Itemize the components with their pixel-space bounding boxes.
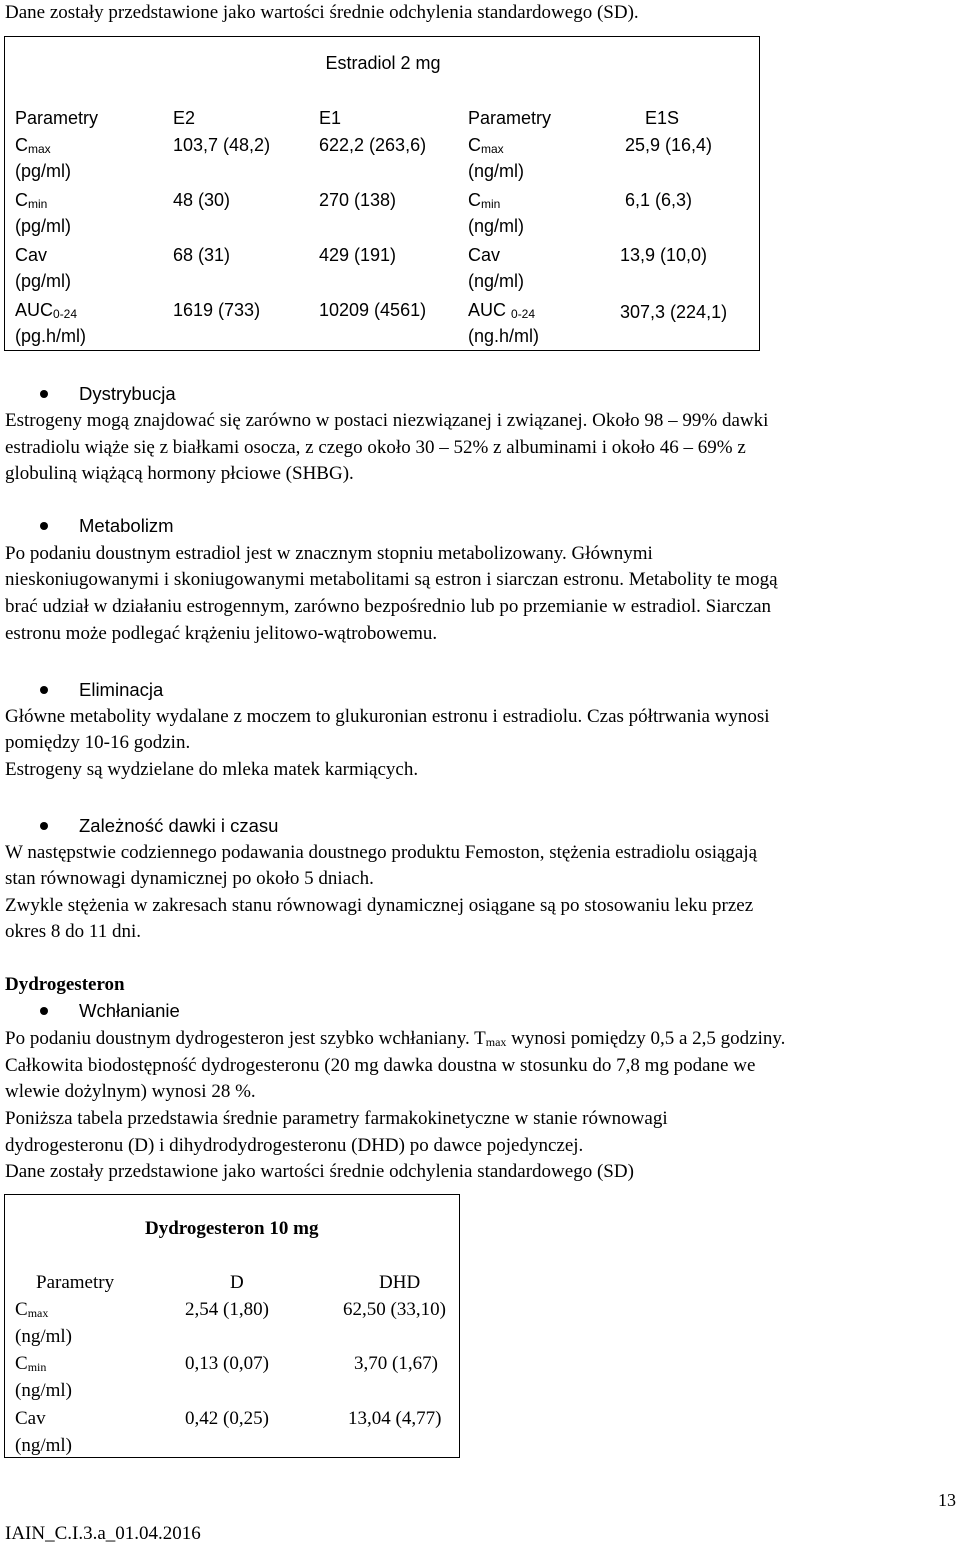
top-note: Dane zostały przedstawione jako wartości średnie odchylenia standardowego (SD). (5, 2, 639, 23)
e2-value: 1619 (733) (173, 300, 261, 320)
paragraph-line: Estrogeny są wydzielane do mleka matek karmiących. (5, 759, 419, 780)
param-unit: (pg/ml) (15, 216, 72, 236)
bullet-icon (40, 522, 48, 530)
param-unit: (ng/ml) (15, 1435, 72, 1456)
section-heading-eliminacja: Eliminacja (79, 679, 164, 700)
e1-value: 622,2 (263,6) (319, 135, 427, 155)
bullet-icon (40, 390, 48, 398)
param-unit: (pg/ml) (15, 271, 72, 291)
header-d: D (230, 1272, 244, 1293)
param2-unit: (ng.h/ml) (468, 326, 540, 346)
header-parametry: Parametry (36, 1272, 115, 1293)
estradiol-table-title: Estradiol 2 mg (325, 53, 441, 73)
section-title-dydrogesteron: Dydrogesteron (5, 974, 125, 995)
param-unit: (pg.h/ml) (15, 326, 87, 346)
paragraph-line: estradiolu wiąże się z białkami osocza, z czego około 30 – 52% z albuminami i około 46 – 69% z (5, 437, 746, 458)
e1s-value: 25,9 (16,4) (625, 135, 713, 155)
param2-label: Cav (468, 245, 501, 265)
e2-value: 68 (31) (173, 245, 231, 265)
table-row: $C_{min}$ (15, 1353, 47, 1374)
dhd-value: 62,50 (33,10) (343, 1299, 446, 1320)
document-id: IAIN_C.I.3.a_01.04.2016 (5, 1523, 201, 1544)
e2-value: 48 (30) (173, 190, 231, 210)
header-e1s: E1S (645, 108, 680, 128)
paragraph-line: Zwykle stężenia w zakresach stanu równowagi dynamicznej osiągane są po stosowaniu leku przez (5, 895, 754, 916)
paragraph-line: dydrogesteronu (D) i dihydrodydrogesteronu (DHD) po dawce pojedynczej. (5, 1135, 584, 1156)
paragraph-line: brać udział w działaniu estrogennym, zarówno bezpośrednio lub po przemianie w estradiol. Siarczan (5, 596, 772, 617)
e1s-value: 13,9 (10,0) (620, 245, 708, 265)
dhd-value: 13,04 (4,77) (348, 1408, 442, 1429)
e1-value: 10209 (4561) (319, 300, 427, 320)
table-row: Cav (15, 245, 48, 265)
e2-value: 103,7 (48,2) (173, 135, 271, 155)
dhd-value: 3,70 (1,67) (354, 1353, 438, 1374)
bullet-icon (40, 1007, 48, 1015)
paragraph-line: stan równowagi dynamicznej po około 5 dniach. (5, 868, 374, 889)
dydrogesteron-table-title: Dydrogesteron 10 mg (145, 1218, 319, 1239)
param-unit: (pg/ml) (15, 161, 72, 181)
param2-unit: (ng/ml) (468, 161, 525, 181)
estradiol-table (4, 36, 760, 351)
e1-value: 429 (191) (319, 245, 397, 265)
paragraph-line: nieskoniugowanymi i skoniugowanymi metabolitami są estron i siarczan estronu. Metabolity te mogą (5, 569, 778, 590)
table-row: $C_{max}$ (15, 1299, 49, 1320)
paragraph-line: okres 8 do 11 dni. (5, 921, 141, 942)
section-heading-zaleznosc: Zależność dawki i czasu (79, 815, 279, 836)
header-e1: E1 (319, 108, 342, 128)
paragraph-line: wlewie dożylnym) wynosi 28 %. (5, 1081, 256, 1102)
bullet-icon (40, 822, 48, 830)
header-e2: E2 (173, 108, 196, 128)
paragraph-line: Po podaniu doustnym estradiol jest w znacznym stopniu metabolizowany. Głównymi (5, 543, 653, 564)
paragraph-line: pomiędzy 10-16 godzin. (5, 732, 191, 753)
table-row: Cav (15, 1408, 46, 1429)
section-heading-metabolizm: Metabolizm (79, 515, 174, 536)
table-row: $C_{max}$ (15, 135, 51, 156)
header-parametry-1: Parametry (15, 108, 99, 128)
param2-unit: (ng/ml) (468, 271, 525, 291)
paragraph-line: Dane zostały przedstawione jako wartości średnie odchylenia standardowego (SD) (5, 1161, 634, 1182)
page-number: 13 (938, 1490, 956, 1510)
d-value: 0,42 (0,25) (185, 1408, 269, 1429)
paragraph-line: Całkowita biodostępność dydrogesteronu (20 mg dawka doustna w stosunku do 7,8 mg podane we (5, 1055, 756, 1076)
header-parametry-2: Parametry (468, 108, 552, 128)
d-value: 2,54 (1,80) (185, 1299, 269, 1320)
bullet-icon (40, 686, 48, 694)
table-row: $AUC_{0-24}$ (15, 300, 78, 321)
section-heading-wchlanianie: Wchłanianie (79, 1000, 180, 1021)
table-row: $C_{min}$ (15, 190, 48, 211)
header-dhd: DHD (379, 1272, 421, 1293)
param2-unit: (ng/ml) (468, 216, 525, 236)
param2-label: $C_{max}$ (468, 135, 504, 156)
param-unit: (ng/ml) (15, 1380, 72, 1401)
e1s-value: 307,3 (224,1) (620, 302, 728, 322)
param-unit: (ng/ml) (15, 1326, 72, 1347)
e1s-value: 6,1 (6,3) (625, 190, 693, 210)
paragraph-line: Główne metabolity wydalane z moczem to glukuronian estronu i estradiolu. Czas półtrwania wynosi (5, 706, 770, 727)
e1-value: 270 (138) (319, 190, 397, 210)
paragraph-line: Estrogeny mogą znajdować się zarówno w postaci niezwiązanej i związanej. Około 98 – 99% dawki (5, 410, 769, 431)
section-heading-dystrybucja: Dystrybucja (79, 383, 176, 404)
param2-label: $C_{min}$ (468, 190, 501, 211)
paragraph-line: estronu może podlegać krążeniu jelitowo-wątrobowemu. (5, 623, 438, 644)
d-value: 0,13 (0,07) (185, 1353, 269, 1374)
paragraph-line: Poniższa tabela przedstawia średnie parametry farmakokinetyczne w stanie równowagi (5, 1108, 668, 1129)
param2-label: AUC $_{0-24}$ (468, 300, 536, 321)
paragraph-line: W następstwie codziennego podawania doustnego produktu Femoston, stężenia estradiolu osiągają (5, 842, 758, 863)
paragraph-line: Po podaniu doustnym dydrogesteron jest szybko wchłaniany. $T_{max}$ wynosi pomiędzy 0,5 a 2,5 godziny. (5, 1028, 786, 1049)
dydrogesteron-table (4, 1194, 460, 1458)
paragraph-line: globuliną wiążącą hormony płciowe (SHBG). (5, 463, 354, 484)
